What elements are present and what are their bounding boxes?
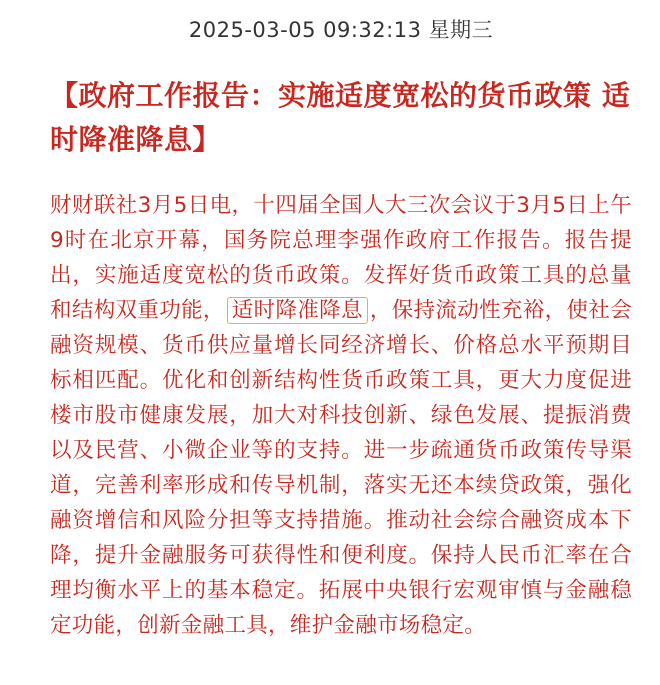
headline: 【政府工作报告：实施适度宽松的货币政策 适时降准降息】 (50, 79, 631, 156)
article-text-part2: ，保持流动性充裕，使社会融资规模、货币供应量增长同经济增长、价格总水平预期目标相匹配。优化和创新结构性货币政策工具，更大力度促进楼市股市健康发展，加大对科技创新、绿色发展、提振消费以及民营、小微企业等的支持。进一步疏通货币政策传导渠道，完善利率形成和传导机制，落实无还本续贷政策，强化融资增信和风险分担等支持措施。推动社会综合融资成本下降，提升金融服务可获得性和便利度。保持人民币汇率在合理均衡水平上的基本稳定。拓展中央银行宏观审慎与金融稳定功能，创新金融工具，维护金融市场稳定。 (50, 298, 632, 638)
timestamp-bar (50, 0, 632, 46)
highlighted-phrase[interactable]: 适时降准降息 (227, 297, 368, 324)
article-body (50, 188, 632, 643)
article-text-part1: 财财联社3月5日电，十四届全国人大三次会议于3月5日上午9时在北京开幕，国务院总理李强作政府工作报告。报告提出，实施适度宽松的货币政策。发挥好货币政策工具的总量和结构双重功能， (50, 193, 632, 323)
timestamp: 2025-03-05 09:32:13 星期三 (188, 18, 494, 42)
